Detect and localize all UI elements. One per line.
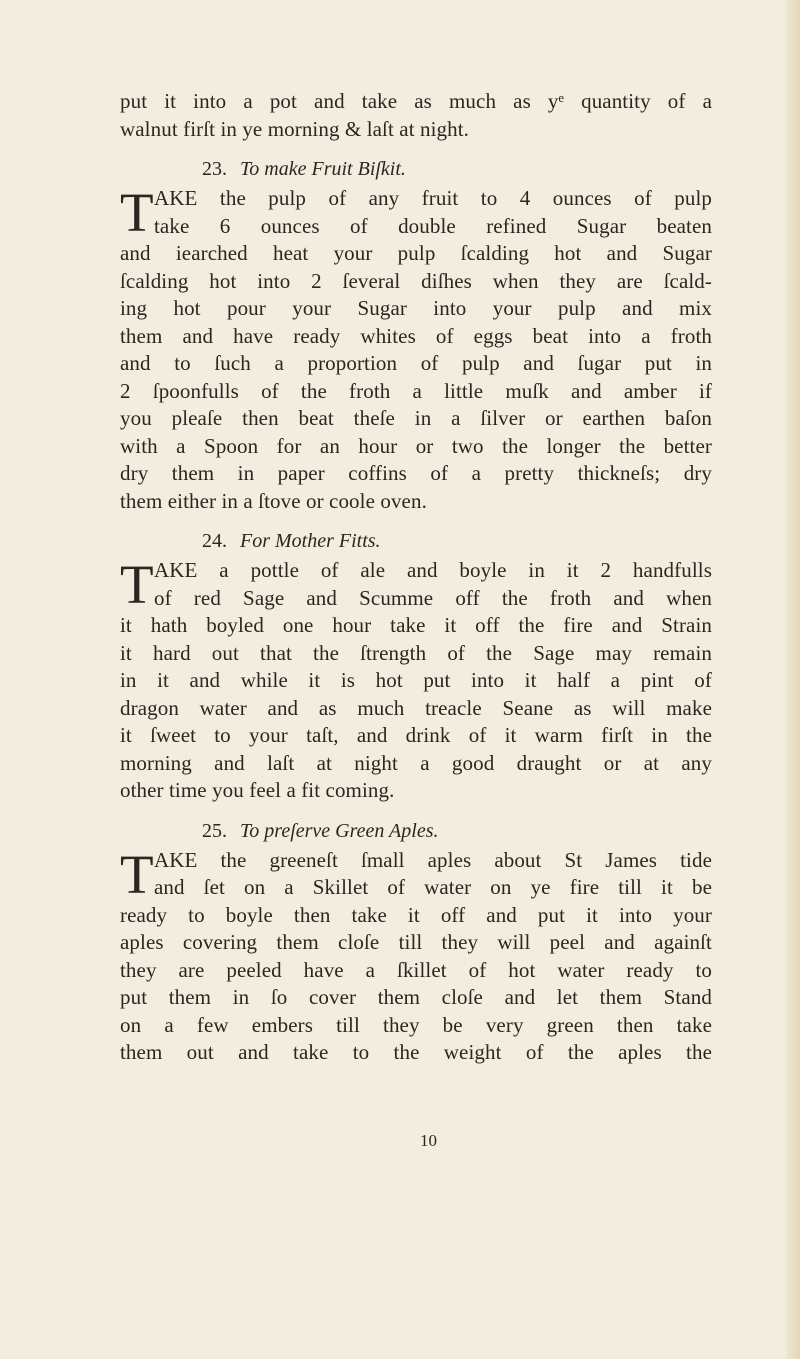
recipe-line: 2 ſpoonfulls of the froth a little muſk and amber if xyxy=(120,378,712,403)
recipe-line: them and have ready whites of eggs beat into a froth xyxy=(120,323,712,348)
recipe-number: 24. xyxy=(202,530,227,552)
recipe-body xyxy=(120,182,712,515)
first-word-rest: AKE xyxy=(154,847,198,872)
recipe-heading xyxy=(120,155,712,183)
drop-cap: T xyxy=(120,182,154,243)
recipe-line: put them in ſo cover them cloſe and let them Stand xyxy=(120,985,712,1009)
recipe-line: on a few embers till they be very green then take xyxy=(120,1012,712,1037)
recipe-title: For Mother Fitts. xyxy=(240,530,381,552)
recipe-line: take 6 ounces of double refined Sugar beaten xyxy=(154,213,712,238)
drop-cap: T xyxy=(120,843,154,905)
recipe-line: of red Sage and Scumme off the froth and when xyxy=(154,585,712,610)
recipe-line: and to ſuch a proportion of pulp and ſugar put in xyxy=(120,351,712,375)
recipe-line: in it and while it is hot put into it half a pint of xyxy=(120,668,712,692)
recipe-line: aples covering them cloſe till they will peel and againſt xyxy=(120,930,712,954)
recipe-heading xyxy=(120,527,712,555)
recipe-line xyxy=(120,557,712,585)
recipe-number: 23. xyxy=(202,158,227,180)
recipe-line-text: the greeneſt ſmall aples about St James tide xyxy=(197,847,712,872)
recipe-line: it hard out that the ſtrength of the Sage may remain xyxy=(120,640,712,665)
first-word-rest: AKE xyxy=(154,186,198,210)
recipe-line: other time you feel a fit coming. xyxy=(120,778,395,802)
recipe-line: with a Spoon for an hour or two the longer the better xyxy=(120,433,712,458)
page-number: 10 xyxy=(420,1131,437,1150)
recipe-line xyxy=(120,847,712,875)
intro-line: put it into a pot and take as much as yᵉ quantity of a xyxy=(120,89,712,113)
recipe-title: To preſerve Green Aples. xyxy=(240,819,439,842)
recipe-line: and iearched heat your pulp ſcalding hot and Sugar xyxy=(120,241,712,265)
recipe-heading xyxy=(120,817,712,845)
page-edge xyxy=(786,0,800,1359)
drop-cap: T xyxy=(120,554,154,615)
recipe-line-text: the pulp of any fruit to 4 ounces of pulp xyxy=(197,186,712,210)
recipe-title: To make Fruit Biſkit. xyxy=(240,158,406,180)
recipe-line: ing hot pour your Sugar into your pulp and mix xyxy=(120,296,712,320)
recipe-line-text: a pottle of ale and boyle in it 2 handfulls xyxy=(197,558,712,582)
recipe-line xyxy=(120,185,712,213)
recipe-line: you pleaſe then beat theſe in a ſilver or earthen baſon xyxy=(120,406,712,430)
recipe-line: dry them in paper coffins of a pretty thickneſs; dry xyxy=(120,461,712,485)
recipe-body xyxy=(120,554,712,805)
recipe-line: morning and laſt at night a good draught or at any xyxy=(120,750,712,775)
recipe-line: ready to boyle then take it off and put it into your xyxy=(120,902,712,927)
recipe-line: them out and take to the weight of the aples the xyxy=(120,1040,712,1064)
intro-line: walnut firſt in ye morning & laſt at night. xyxy=(120,116,469,141)
recipe-line: it hath boyled one hour take it off the fire and Strain xyxy=(120,613,712,637)
first-word-rest: AKE xyxy=(154,558,198,582)
recipe-line: ſcalding hot into 2 ſeveral diſhes when they are ſcald- xyxy=(120,268,712,293)
recipe-line: it ſweet to your taſt, and drink of it warm firſt in the xyxy=(120,723,712,747)
recipe-line: them either in a ſtove or coole oven. xyxy=(120,488,427,513)
recipe-line: they are peeled have a ſkillet of hot water ready to xyxy=(120,957,712,982)
recipe-number: 25. xyxy=(202,819,227,842)
recipe-body xyxy=(120,843,712,1067)
recipe-line: and ſet on a Skillet of water on ye fire till it be xyxy=(154,875,712,899)
recipe-line: dragon water and as much treacle Seane as will make xyxy=(120,695,712,720)
page-text xyxy=(120,88,712,1067)
